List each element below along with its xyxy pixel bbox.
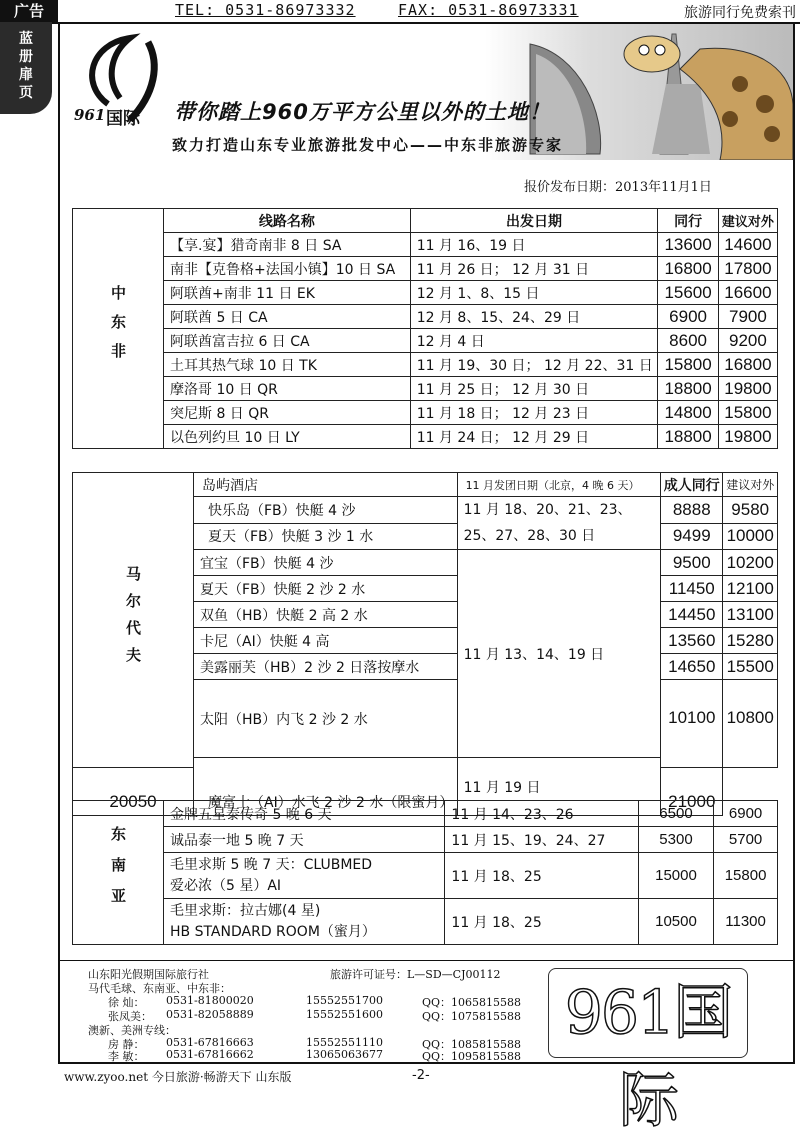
retail-price: 14600 <box>718 233 777 257</box>
hotel-name: 双鱼（HB）快艇 2 高 2 水 <box>194 602 458 628</box>
adult-peer-price: 8888 <box>661 497 723 524</box>
table-row <box>73 305 778 329</box>
license-number: 旅游许可证号：L—SD—CJ00112 <box>330 968 501 981</box>
company-name: 山东阳光假期国际旅行社 <box>88 968 209 981</box>
maldives-table <box>72 472 778 816</box>
route-name: 阿联酋富吉拉 6 日 CA <box>164 329 411 353</box>
adult-peer-price: 9500 <box>661 550 723 576</box>
table-row <box>73 401 778 425</box>
contact-phone: 0531-67816662 <box>166 1048 254 1061</box>
retail-price: 21000 <box>661 768 723 816</box>
route-name <box>164 899 445 945</box>
route-name-line1: 毛里求斯：拉古娜(4 星) <box>170 902 321 919</box>
peer-price: 13600 <box>658 233 718 257</box>
depart-dates: 11 月 19 日 <box>457 758 661 816</box>
retail-price: 15800 <box>714 853 778 899</box>
retail-price: 15800 <box>718 401 777 425</box>
page-number: -2- <box>412 1068 430 1083</box>
route-name: 金牌五星泰传奇 5 晚 6 天 <box>164 801 445 827</box>
route-name: 土耳其热气球 10 日 TK <box>164 353 411 377</box>
depart-date: 11 月 18、25 <box>445 899 638 945</box>
hotel-name: 宜宝（FB）快艇 4 沙 <box>194 550 458 576</box>
route-name <box>164 853 445 899</box>
adult-peer-price: 20050 <box>73 768 194 816</box>
retail-price: 12100 <box>723 576 778 602</box>
adult-peer-price: 10100 <box>661 680 723 768</box>
peer-price: 18800 <box>658 425 718 449</box>
retail-price: 15280 <box>723 628 778 654</box>
table-row <box>73 899 778 945</box>
peer-price: 6500 <box>638 801 713 827</box>
table-row <box>73 853 778 899</box>
depart-date: 11 月 25 日； 12 月 30 日 <box>410 377 658 401</box>
retail-price: 10200 <box>723 550 778 576</box>
hotel-name: 魔富士（AI）水飞 2 沙 2 水（限蜜月） <box>194 758 458 816</box>
logo-number: 961 <box>74 106 106 124</box>
contact-group-title: 澳新、美洲专线： <box>88 1024 176 1037</box>
route-name: 诚品泰一地 5 晚 7 天 <box>164 827 445 853</box>
retail-price: 16600 <box>718 281 777 305</box>
mideast-table <box>72 208 778 449</box>
peer-price: 5300 <box>638 827 713 853</box>
side-tab <box>0 22 52 114</box>
peer-price: 14800 <box>658 401 718 425</box>
contact-qq: QQ：1065815588 <box>422 996 522 1009</box>
depart-date: 11 月 26 日； 12 月 31 日 <box>410 257 658 281</box>
retail-price: 9200 <box>718 329 777 353</box>
depart-date: 12 月 1、8、15 日 <box>410 281 658 305</box>
table-row <box>73 801 778 827</box>
peer-price: 15000 <box>638 853 713 899</box>
retail-price: 19800 <box>718 377 777 401</box>
route-name-line1: 毛里求斯 5 晚 7 天：CLUBMED <box>170 856 373 873</box>
retail-price: 10800 <box>723 680 778 768</box>
depart-date: 11 月 15、19、24、27 <box>445 827 638 853</box>
col-header-dates: 11 月发团日期（北京，4 晚 6 天） <box>457 473 661 497</box>
hotel-name: 太阳（HB）内飞 2 沙 2 水 <box>194 680 458 758</box>
adult-peer-price: 11450 <box>661 576 723 602</box>
hotel-name: 卡尼（AI）快艇 4 高 <box>194 628 458 654</box>
col-header-adult-peer: 成人同行 <box>661 473 723 497</box>
col-header-date: 出发日期 <box>410 209 658 233</box>
adult-peer-price: 14650 <box>661 654 723 680</box>
tel-number: TEL: 0531-86973332 <box>175 1 356 19</box>
col-header-retail: 建议对外 <box>723 473 778 497</box>
table-row <box>73 377 778 401</box>
contact-qq: QQ：1085815588 <box>422 1038 522 1051</box>
publication-label: 旅游同行免费索刊 <box>684 5 796 21</box>
depart-date: 11 月 19、30 日； 12 月 22、31 日 <box>410 353 658 377</box>
table-row <box>73 425 778 449</box>
table-row <box>73 329 778 353</box>
table-row <box>73 827 778 853</box>
depart-date: 11 月 24 日； 12 月 29 日 <box>410 425 658 449</box>
col-header-peer: 同行 <box>658 209 718 233</box>
retail-price: 13100 <box>723 602 778 628</box>
depart-dates: 11 月 13、14、19 日 <box>457 550 661 758</box>
contact-qq: QQ：1095815588 <box>422 1050 522 1063</box>
route-name-line2: 爱必浓（5 星）AI <box>170 877 282 894</box>
slogan-main: 带你踏上960万平方公里以外的土地！ <box>174 100 551 124</box>
route-name: 【享.宴】猎奇南非 8 日 SA <box>164 233 411 257</box>
route-name: 阿联酋 5 日 CA <box>164 305 411 329</box>
depart-date: 11 月 18 日； 12 月 23 日 <box>410 401 658 425</box>
big-logo: 961国际 <box>548 968 748 1058</box>
retail-price: 10000 <box>723 523 778 550</box>
adult-peer-price: 14450 <box>661 602 723 628</box>
contact-name: 张凤美： <box>108 1010 152 1023</box>
table-row <box>73 353 778 377</box>
peer-price: 15800 <box>658 353 718 377</box>
southeast-asia-table <box>72 800 778 945</box>
col-header-hotel: 岛屿酒店 <box>194 473 458 497</box>
contact-mobile: 13065063677 <box>306 1048 383 1061</box>
depart-date: 11 月 18、25 <box>445 853 638 899</box>
table-row <box>73 257 778 281</box>
contact-name: 房 静： <box>108 1038 145 1051</box>
retail-price: 9580 <box>723 497 778 524</box>
depart-date: 11 月 16、19 日 <box>410 233 658 257</box>
contact-phone: 0531-82058889 <box>166 1008 254 1021</box>
retail-price: 5700 <box>714 827 778 853</box>
logo-text: 国际 <box>106 109 140 129</box>
contact-qq: QQ：1075815588 <box>422 1010 522 1023</box>
adult-peer-price: 13560 <box>661 628 723 654</box>
peer-price: 18800 <box>658 377 718 401</box>
route-name: 突尼斯 8 日 QR <box>164 401 411 425</box>
retail-price: 15500 <box>723 654 778 680</box>
table-row <box>73 233 778 257</box>
peer-price: 15600 <box>658 281 718 305</box>
adult-peer-price: 9499 <box>661 523 723 550</box>
peer-price: 8600 <box>658 329 718 353</box>
top-bar <box>0 0 800 24</box>
ad-label: 广告 <box>0 0 58 22</box>
fax-number: FAX: 0531-86973331 <box>398 1 579 19</box>
route-name: 以色列约旦 10 日 LY <box>164 425 411 449</box>
footer-divider <box>60 960 793 961</box>
route-name-line2: HB STANDARD ROOM（蜜月） <box>170 923 376 940</box>
peer-price: 16800 <box>658 257 718 281</box>
contact-name: 李 敏： <box>108 1050 145 1063</box>
depart-dates: 11 月 18、20、21、23、25、27、28、30 日 <box>457 497 661 550</box>
depart-date: 12 月 4 日 <box>410 329 658 353</box>
route-name: 阿联酋+南非 11 日 EK <box>164 281 411 305</box>
maldives-category: 马尔代夫 <box>73 473 194 768</box>
col-header-route: 线路名称 <box>164 209 411 233</box>
contact-phone: 0531-81800020 <box>166 994 254 1007</box>
table-row <box>73 281 778 305</box>
contact-phone: 0531-67816663 <box>166 1036 254 1049</box>
depart-date: 11 月 14、23、26 <box>445 801 638 827</box>
hotel-name: 美露丽芙（HB）2 沙 2 日落按摩水 <box>194 654 458 680</box>
side-tab-label: 蓝册扉页 <box>19 31 33 101</box>
bottom-line: www.zyoo.net 今日旅游·畅游天下 山东版 <box>64 1070 292 1084</box>
contact-mobile: 15552551110 <box>306 1036 383 1049</box>
col-header-retail: 建议对外 <box>718 209 777 233</box>
contact-mobile: 15552551700 <box>306 994 383 1007</box>
contact-name: 徐 灿： <box>108 996 145 1009</box>
retail-price: 6900 <box>714 801 778 827</box>
southeast-asia-category: 东南亚 <box>73 801 164 945</box>
contact-group-title: 马代毛球、东南亚、中东非： <box>88 982 231 995</box>
contact-mobile: 15552551600 <box>306 1008 383 1021</box>
peer-price: 6900 <box>658 305 718 329</box>
retail-price: 11300 <box>714 899 778 945</box>
hotel-name: 夏天（FB）快艇 2 沙 2 水 <box>194 576 458 602</box>
peer-price: 10500 <box>638 899 713 945</box>
slogan-sub: 致力打造山东专业旅游批发中心——中东非旅游专家 <box>172 136 564 154</box>
publish-date: 报价发布日期：2013年11月1日 <box>524 180 712 195</box>
route-name: 摩洛哥 10 日 QR <box>164 377 411 401</box>
depart-date: 12 月 8、15、24、29 日 <box>410 305 658 329</box>
retail-price: 16800 <box>718 353 777 377</box>
mideast-category: 中东非 <box>73 209 164 449</box>
hotel-name: 夏天（FB）快艇 3 沙 1 水 <box>194 523 458 550</box>
route-name: 南非【克鲁格+法国小镇】10 日 SA <box>164 257 411 281</box>
retail-price: 7900 <box>718 305 777 329</box>
retail-price: 17800 <box>718 257 777 281</box>
retail-price: 19800 <box>718 425 777 449</box>
hotel-name: 快乐岛（FB）快艇 4 沙 <box>194 497 458 524</box>
